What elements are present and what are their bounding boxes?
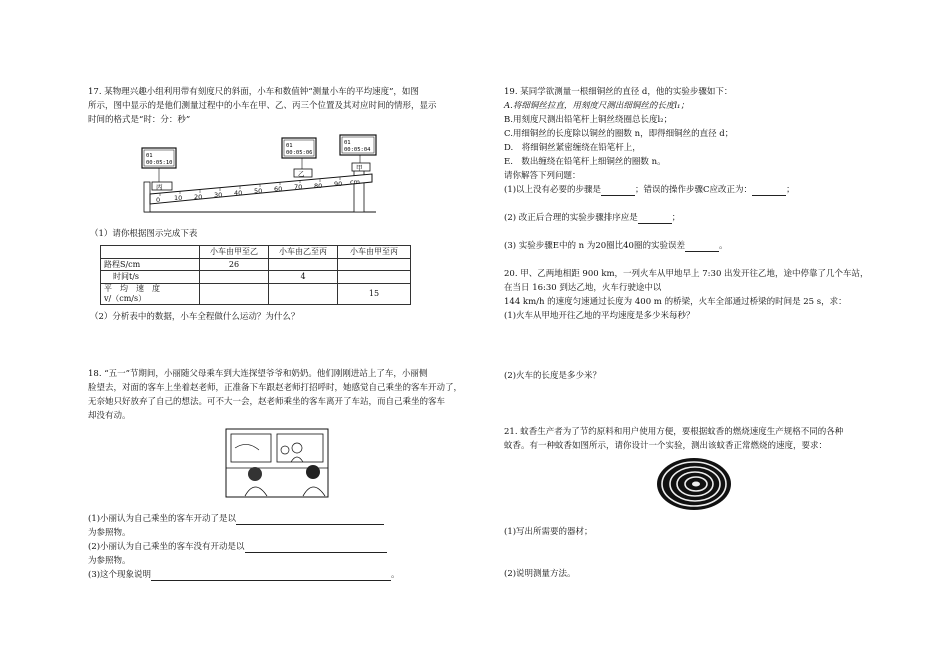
ruler-tick-50: 50 (254, 187, 263, 195)
table-cell (338, 258, 411, 271)
table-cell: 26 (200, 258, 269, 271)
q17-table (100, 245, 411, 305)
q18-a1-blank[interactable] (236, 515, 384, 525)
q21-line1: 21. 蚊香生产者为了节约原料和用户使用方便，要根据蚊香的燃烧速度生产规格不同的各种 (504, 427, 844, 437)
clock-yi (282, 138, 316, 169)
q19-s1c-text: ； (786, 185, 795, 195)
table-row (101, 258, 411, 271)
q17-sub2: （2）分析表中的数据，小车全程做什么运动？为什么？ (90, 312, 300, 322)
ruler-tick-70: 70 (294, 183, 303, 191)
q18-a3-line (88, 569, 400, 581)
q17-line3: 时间的格式是“时：分：秒” (88, 115, 191, 125)
q19-s2-text: (2) 改正后合理的实验步骤排序应是 (504, 213, 638, 223)
mosquito-coil-illustration (655, 456, 733, 512)
table-cell (200, 283, 269, 304)
q19-s2-line (504, 212, 680, 224)
table-cell: 小车由甲至丙 (338, 246, 411, 259)
q18-line4: 却没有动。 (88, 411, 131, 421)
q19-step-a: A.将细铜丝拉直，用刻度尺测出细铜丝的长度l₁； (504, 101, 689, 111)
q19-step-d: D. 将细铜丝紧密缠绕在铅笔杆上， (504, 143, 641, 153)
table-row (101, 246, 411, 259)
clock-bing-line1: 01 (146, 153, 153, 159)
ruler-tick-40: 40 (234, 189, 243, 197)
table-cell: 小车由乙至丙 (269, 246, 338, 259)
q21-a2: (2)说明测量方法。 (504, 569, 576, 579)
q17-line2: 所示，图中显示的是他们测量过程中的小车在甲、乙、丙三个位置及其对应时间的情形，显示 (88, 101, 437, 111)
q19-s1b-text: ；错误的操作步骤C应改正为： (635, 185, 753, 195)
table-cell: 路程S/cm (101, 258, 200, 271)
q18-a1b: 为参照物。 (88, 528, 131, 538)
q19-s1-text: (1)以上没有必要的步骤是 (504, 185, 602, 195)
bus-window-illustration (225, 428, 329, 498)
table-cell (200, 271, 269, 284)
q21-line2: 蚊香。有一种蚊香如图所示，请你设计一个实验，测出该蚊香正常燃烧的速度，要求： (504, 441, 828, 451)
q20-line1: 20. 甲、乙两地相距 900 km，一列火车从甲地早上 7:30 出发开往乙地，途中停靠了几个车站， (504, 269, 869, 279)
table-cell: 小车由甲至乙 (200, 246, 269, 259)
q20-a1: (1)火车从甲地开往乙地的平均速度是多少米每秒？ (504, 311, 695, 321)
q18-a3-blank[interactable] (151, 571, 391, 581)
ruler-tick-60: 60 (274, 185, 283, 193)
q18-a1-line (88, 513, 384, 525)
q19-s1c-blank[interactable] (752, 186, 786, 196)
clock-bing-line2: 00:05:10 (146, 160, 173, 166)
q20-line2: 在当日 16:30 到达乙地，火车行驶途中以 (504, 283, 662, 293)
q18-a2-line (88, 541, 387, 553)
table-cell: 4 (269, 271, 338, 284)
clock-jia-line1: 01 (344, 140, 351, 146)
ruler-tick-30: 30 (214, 191, 223, 199)
q19-step-e: E. 数出缠绕在铅笔杆上细铜丝的圈数 n。 (504, 157, 666, 167)
q19-step-b: B.用刻度尺测出铅笔杆上铜丝绕圈总长度l₂； (504, 115, 673, 125)
q19-s3-blank[interactable] (685, 242, 719, 252)
q19-s3-text: (3) 实验步骤E中的 n 为20圈比40圈的实验误差 (504, 241, 685, 251)
q20-a2: (2)火车的长度是多少米？ (504, 371, 602, 381)
table-cell: 时间t/s (101, 271, 200, 284)
ruler-tick-90: 90 (334, 180, 343, 188)
q20-line3: 144 km/h 的速度匀速通过长度为 400 m 的桥梁，火车全部通过桥梁的时间是 25 s，求： (504, 297, 847, 307)
q19-line1: 19. 某同学欲测量一根细铜丝的直径 d，他的实验步骤如下： (504, 87, 733, 97)
ruler-tick-10: 10 (174, 194, 183, 202)
table-cell (269, 258, 338, 271)
q19-s2b-text: ； (671, 213, 681, 223)
ruler-tick-20: 20 (194, 193, 203, 201)
clock-yi-line1: 01 (286, 143, 293, 149)
table-cell: 15 (338, 283, 411, 304)
car-yi-label: 乙 (298, 170, 305, 178)
q19-intro: 请你解答下列问题： (504, 171, 581, 181)
q19-step-c: C.用细铜丝的长度除以铜丝的圈数 n，即得细铜丝的直径 d； (504, 129, 734, 139)
q18-a2-text: (2)小丽认为自己乘坐的客车没有开动是以 (88, 542, 245, 552)
table-row (101, 283, 411, 304)
clock-bing (142, 148, 176, 182)
q18-a2-blank[interactable] (245, 543, 387, 553)
car-jia-label: 甲 (356, 164, 363, 172)
q19-s3b-text: 。 (718, 241, 728, 251)
table-row (101, 271, 411, 284)
table-cell-line2: v/（cm/s） (104, 293, 147, 303)
q19-s2-blank[interactable] (638, 214, 672, 224)
table-cell (101, 283, 200, 304)
q19-s1-blank[interactable] (601, 186, 635, 196)
ruler-tick-80: 80 (314, 182, 323, 190)
clock-yi-line2: 00:05:06 (286, 150, 313, 156)
q18-a3-end: 。 (391, 570, 400, 580)
q18-a1-text: (1)小丽认为自己乘坐的客车开动了是以 (88, 514, 237, 524)
q17-line1: 17. 某物理兴趣小组利用带有刻度尺的斜面，小车和数值钟“测量小车的平均速度”，如图 (88, 87, 419, 97)
table-cell (101, 246, 200, 259)
car-bing-label: 丙 (156, 183, 163, 191)
q18-line3: 无奈她只好放弃了自己的想法。可不大一会，赵老师乘坐的客车离开了车站，而自己乘坐的客车 (88, 397, 446, 407)
q17-sub1: （1）请你根据图示完成下表 (90, 229, 198, 239)
q18-a2b: 为参照物。 (88, 556, 131, 566)
ruler-tick-0: 0 (156, 196, 161, 204)
q21-a1: (1)写出所需要的器材； (504, 527, 593, 537)
ruler-unit: cm (350, 178, 360, 186)
q18-line2: 脸望去，对面的客车上坐着赵老师，正准备下车跟赵老师打招呼时，她感觉自己乘坐的客车开动了， (88, 383, 463, 393)
q18-a3-text: (3)这个现象说明 (88, 570, 152, 580)
clock-jia-line2: 00:05:04 (344, 147, 371, 153)
clock-jia (340, 135, 376, 163)
q18-line1: 18. “五一”节期间，小丽随父母乘车到大连探望爷爷和奶奶。他们刚刚进站上了车，小丽侧 (88, 369, 428, 379)
incline-ruler-figure (140, 134, 380, 216)
table-cell (269, 283, 338, 304)
q19-s3-line (504, 240, 727, 252)
q19-s1-line (504, 184, 795, 196)
table-cell-line1: 平 均 速 度 (104, 284, 160, 294)
table-cell (338, 271, 411, 284)
